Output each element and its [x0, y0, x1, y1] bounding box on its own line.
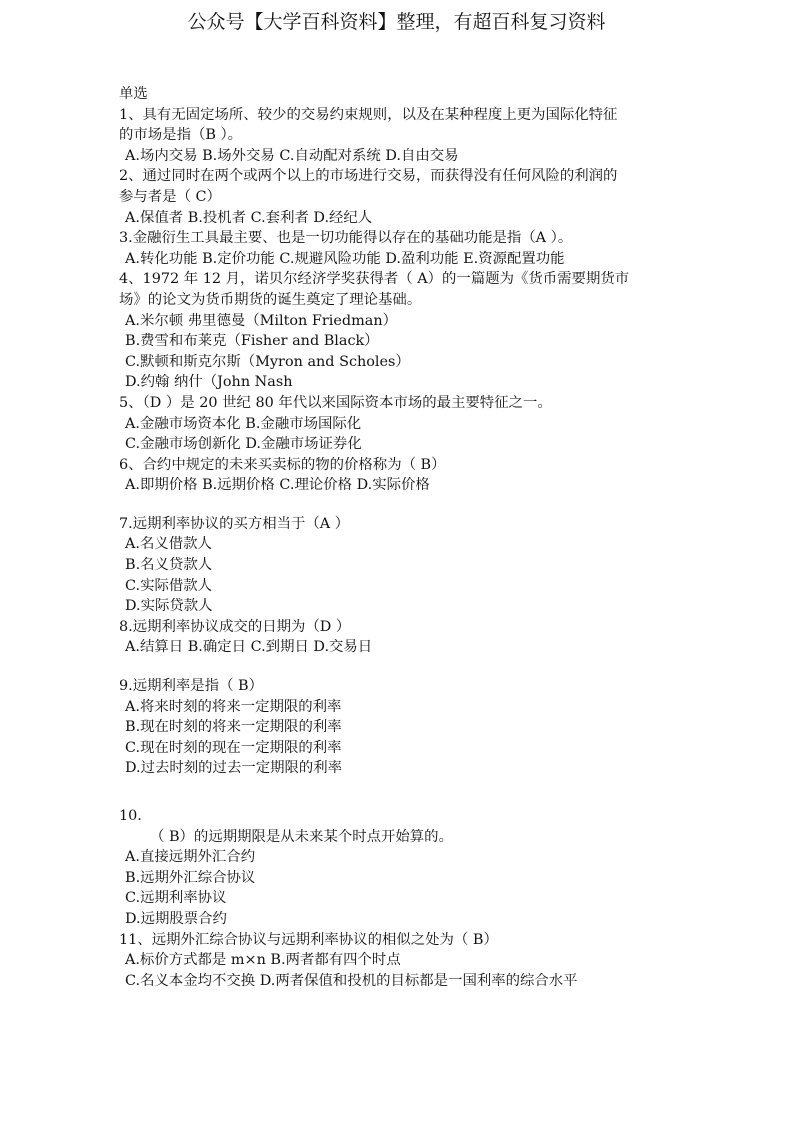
question-list	[119, 84, 709, 991]
question-options: A.场内交易 B.场外交易 C.自动配对系统 D.自由交易	[125, 147, 459, 164]
option-a: A.米尔顿 弗里德曼（Milton Friedman）	[125, 312, 397, 329]
spacer	[119, 496, 709, 514]
option-a: A.名义借款人	[125, 536, 212, 553]
question-options: A.转化功能 B.定价功能 C.规避风险功能 D.盈利功能 E.资源配置功能	[125, 250, 565, 267]
option-d: D.实际贷款人	[125, 598, 213, 615]
question-number: 10.	[119, 808, 142, 824]
question-10	[119, 806, 709, 930]
option-c: C.实际借款人	[125, 577, 213, 594]
question-text: 6、合约中规定的未来买卖标的物的价格称为（ B）	[119, 456, 446, 473]
question-options: A.金融市场资本化 B.金融市场国际化	[125, 415, 362, 432]
option-a: A.直接远期外汇合约	[125, 849, 256, 866]
option-b: B.名义贷款人	[125, 557, 213, 574]
question-text: 5、（D ）是 20 世纪 80 年代以来国际资本市场的最主要特征之一。	[119, 394, 552, 411]
question-3	[119, 228, 709, 269]
question-text: 7.远期利率协议的买方相当于（A ）	[119, 515, 350, 532]
spacer	[119, 658, 709, 676]
spacer	[119, 779, 709, 806]
question-options: A.结算日 B.确定日 C.到期日 D.交易日	[125, 639, 373, 656]
option-d: D.过去时刻的过去一定期限的利率	[125, 760, 343, 777]
question-2	[119, 166, 709, 228]
option-c: C.远期利率协议	[125, 890, 227, 907]
question-6	[119, 455, 709, 496]
question-4	[119, 269, 709, 393]
question-1	[119, 105, 709, 167]
option-b: B.费雪和布莱克（Fisher and Black）	[125, 333, 379, 350]
page-header-title: 公众号【大学百科资料】整理，有超百科复习资料	[187, 11, 606, 33]
question-5	[119, 393, 709, 455]
section-label: 单选	[119, 86, 148, 102]
option-d: D.约翰 纳什（John Nash	[125, 374, 293, 391]
option-d: D.远期股票合约	[125, 910, 227, 927]
question-options: A.即期价格 B.远期价格 C.理论价格 D.实际价格	[125, 477, 430, 494]
question-text: 3.金融衍生工具最主要、也是一切功能得以存在的基础功能是指（A ）。	[119, 230, 573, 247]
question-8	[119, 617, 709, 658]
question-text: 参与者是（ C）	[119, 188, 221, 205]
option-c: C.默顿和斯克尔斯（Myron and Scholes）	[125, 353, 410, 370]
question-text: 11、远期外汇综合协议与远期利率协议的相似之处为（ B）	[119, 931, 498, 948]
question-text: 8.远期利率协议成交的日期为（D ）	[119, 618, 351, 635]
question-text: 4、1972 年 12 月，诺贝尔经济学奖获得者（ A）的一篇题为《货币需要期货市	[119, 271, 630, 288]
question-11	[119, 930, 709, 992]
question-text: 的市场是指（B ）。	[119, 127, 243, 144]
option-b: B.远期外汇综合协议	[125, 869, 256, 886]
question-text: 2、通过同时在两个或两个以上的市场进行交易，而获得没有任何风险的利润的	[119, 168, 618, 185]
question-options: C.名义本金均不交换 D.两者保值和投机的目标都是一国利率的综合水平	[125, 972, 578, 989]
option-c: C.现在时刻的现在一定期限的利率	[125, 739, 342, 756]
question-text: （ B）的远期期限是从未来某个时点开始算的。	[150, 828, 453, 845]
option-a: A.将来时刻的将来一定期限的利率	[125, 698, 342, 715]
option-b: B.现在时刻的将来一定期限的利率	[125, 719, 342, 736]
question-options: C.金融市场创新化 D.金融市场证券化	[125, 436, 362, 453]
question-text: 9.远期利率是指（ B）	[119, 678, 264, 695]
question-9	[119, 676, 709, 779]
question-text: 场》的论文为货币期货的诞生奠定了理论基础。	[119, 291, 422, 308]
question-text: 1、具有无固定场所、较少的交易约束规则，以及在某种程度上更为国际化特征	[119, 106, 618, 123]
question-options: A.标价方式都是 m×n B.两者都有四个时点	[125, 952, 401, 969]
question-7	[119, 514, 709, 617]
question-options: A.保值者 B.投机者 C.套利者 D.经纪人	[125, 209, 373, 226]
